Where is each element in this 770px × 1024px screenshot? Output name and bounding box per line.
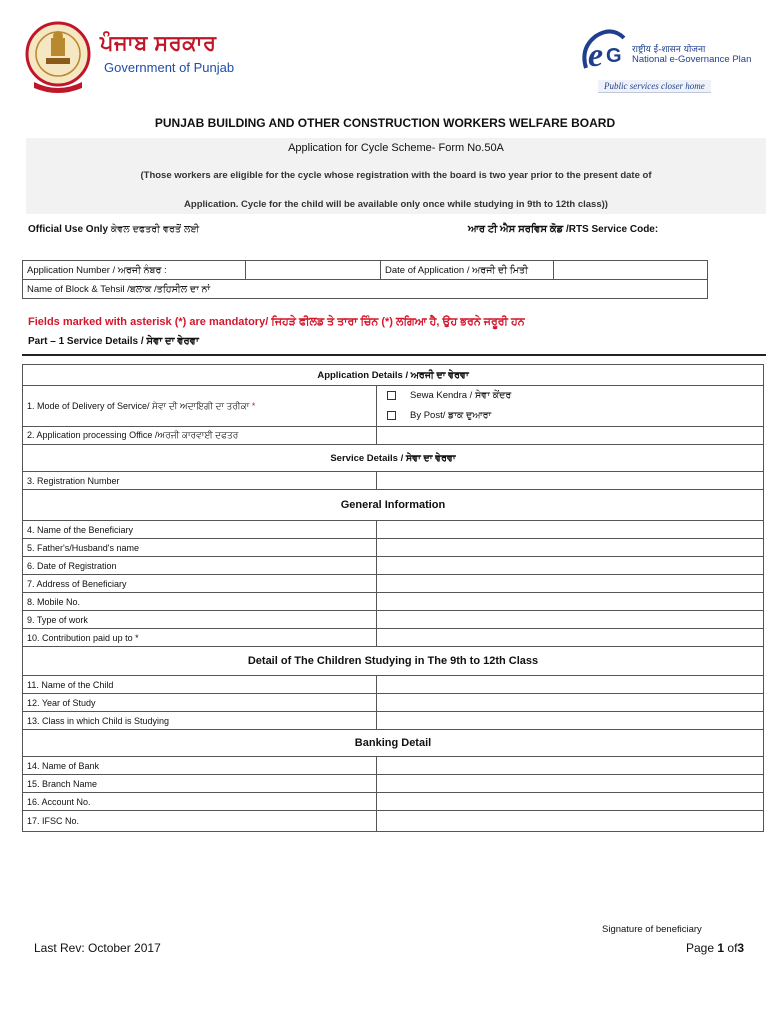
punjab-subtitle: Government of Punjab [104, 60, 235, 75]
form-number: Application for Cycle Scheme- Form No.50A [288, 142, 504, 154]
block-tehsil-label: Name of Block & Tehsil /ਬਲਾਕ /ਤਹਿਸੀਲ ਦਾ ਨਾਂ [23, 280, 708, 299]
year-study-field[interactable] [377, 694, 764, 712]
mode-delivery-options [377, 386, 764, 427]
bank-name-field[interactable] [377, 757, 764, 775]
service-details-header: Service Details / ਸੇਵਾ ਦਾ ਵੇਰਵਾ [23, 445, 764, 472]
required-asterisk: * [251, 400, 256, 411]
registration-date-field[interactable] [377, 557, 764, 575]
contribution-field[interactable] [377, 629, 764, 647]
general-info-header: General Information [23, 490, 764, 521]
part1-heading: Part – 1 Service Details / ਸੇਵਾ ਦਾ ਵੇਰਵਾ [28, 336, 199, 347]
svg-text:e: e [588, 37, 604, 74]
signature-label: Signature of beneficiary [602, 924, 702, 935]
child-name-field[interactable] [377, 676, 764, 694]
service-details-table [22, 364, 764, 832]
svg-text:G: G [606, 45, 622, 67]
app-date-label: Date of Application / ਅਰਜੀ ਦੀ ਮਿਤੀ [381, 261, 554, 280]
class-study-label: 13. Class in which Child is Studying [23, 712, 377, 730]
registration-date-label: 6. Date of Registration [23, 557, 377, 575]
branch-field[interactable] [377, 775, 764, 793]
page-indicator [686, 941, 744, 955]
punjab-emblem-icon [24, 16, 92, 96]
egov-tagline: Public services closer home [598, 80, 711, 93]
egov-hindi-name: राष्ट्रीय ई-शासन योजना [632, 45, 706, 55]
option-sewa-label: Sewa Kendra / ਸੇਵਾ ਕੇਂਦਰ [410, 390, 512, 401]
app-number-field[interactable] [246, 261, 381, 280]
application-details-header: Application Details / ਅਰਜੀ ਦਾ ਵੇਰਵਾ [23, 365, 764, 386]
type-work-label: 9. Type of work [23, 611, 377, 629]
mode-delivery-text: 1. Mode of Delivery of Service/ ਸੇਵਾ ਦੀ ਅਦਾਇਗੀ ਦਾ ਤਰੀਕਾ [27, 400, 250, 411]
egov-name: National e-Governance Plan [632, 54, 752, 65]
eligibility-line-1: (Those workers are eligible for the cycle whose registration with the board is two year prior to the present date of [140, 170, 652, 181]
class-study-field[interactable] [377, 712, 764, 730]
year-study-label: 12. Year of Study [23, 694, 377, 712]
checkbox-icon[interactable] [387, 391, 396, 400]
egov-logo-icon [578, 28, 628, 74]
office-use-table [22, 260, 708, 299]
option-post-label: By Post/ ਡਾਕ ਦੁਆਰਾ [410, 410, 492, 421]
app-date-field[interactable] [554, 261, 708, 280]
registration-number-field[interactable] [377, 472, 764, 490]
father-name-label: 5. Father's/Husband's name [23, 539, 377, 557]
eligibility-line-2: Application. Cycle for the child will be available only once while studying in 9th to 12th class)) [184, 199, 608, 210]
rts-service-code: ਆਰ ਟੀ ਐਸ ਸਰਵਿਸ ਕੋਡ /RTS Service Code: [468, 224, 659, 235]
app-number-label: Application Number / ਅਰਜੀ ਨੰਬਰ : [23, 261, 246, 280]
page-number: 1 [717, 941, 725, 955]
child-name-label: 11. Name of the Child [23, 676, 377, 694]
bank-name-label: 14. Name of Bank [23, 757, 377, 775]
mode-delivery-label [23, 386, 377, 427]
page-total: 3 [737, 941, 745, 955]
official-use-en: Official Use Only [28, 224, 109, 235]
processing-office-field[interactable] [377, 427, 764, 445]
option-by-post[interactable] [381, 406, 759, 426]
processing-office-label: 2. Application processing Office /ਅਰਜੀ ਕਾਰਵਾਈ ਦਫਤਰ [23, 427, 377, 445]
contribution-label: 10. Contribution paid up to * [23, 629, 377, 647]
children-detail-header: Detail of The Children Studying in The 9th to 12th Class [23, 647, 764, 676]
option-sewa-kendra[interactable] [381, 386, 759, 406]
address-field[interactable] [377, 575, 764, 593]
beneficiary-name-field[interactable] [377, 521, 764, 539]
checkbox-icon[interactable] [387, 411, 396, 420]
divider [22, 354, 766, 356]
address-label: 7. Address of Beneficiary [23, 575, 377, 593]
punjab-title: ਪੰਜਾਬ ਸਰਕਾਰ [100, 32, 217, 55]
page-prefix: Page [686, 941, 715, 955]
mobile-label: 8. Mobile No. [23, 593, 377, 611]
ifsc-label: 17. IFSC No. [23, 811, 377, 832]
official-use-pa: ਕੇਵਲ ਦਫਤਰੀ ਵਰਤੋਂ ਲਈ [110, 224, 200, 235]
beneficiary-name-label: 4. Name of the Beneficiary [23, 521, 377, 539]
account-label: 16. Account No. [23, 793, 377, 811]
father-name-field[interactable] [377, 539, 764, 557]
branch-label: 15. Branch Name [23, 775, 377, 793]
registration-number-label: 3. Registration Number [23, 472, 377, 490]
account-field[interactable] [377, 793, 764, 811]
mobile-field[interactable] [377, 593, 764, 611]
board-title: PUNJAB BUILDING AND OTHER CONSTRUCTION WORKERS WELFARE BOARD [154, 116, 616, 130]
mandatory-note: Fields marked with asterisk (*) are mandatory/ ਜਿਹੜੇ ਫੀਲਡ ਤੇ ਤਾਰਾ ਚਿੰਨ (*) ਲਗਿਆ ਹੈ, ਉਹ ਭਰਨੇ ਜਰੂਰੀ ਹਨ [28, 316, 525, 328]
ifsc-field[interactable] [377, 811, 764, 832]
type-work-field[interactable] [377, 611, 764, 629]
official-use-label [28, 224, 199, 235]
page-of: of [727, 941, 738, 955]
banking-header: Banking Detail [23, 730, 764, 757]
last-revision: Last Rev: October 2017 [34, 941, 161, 955]
